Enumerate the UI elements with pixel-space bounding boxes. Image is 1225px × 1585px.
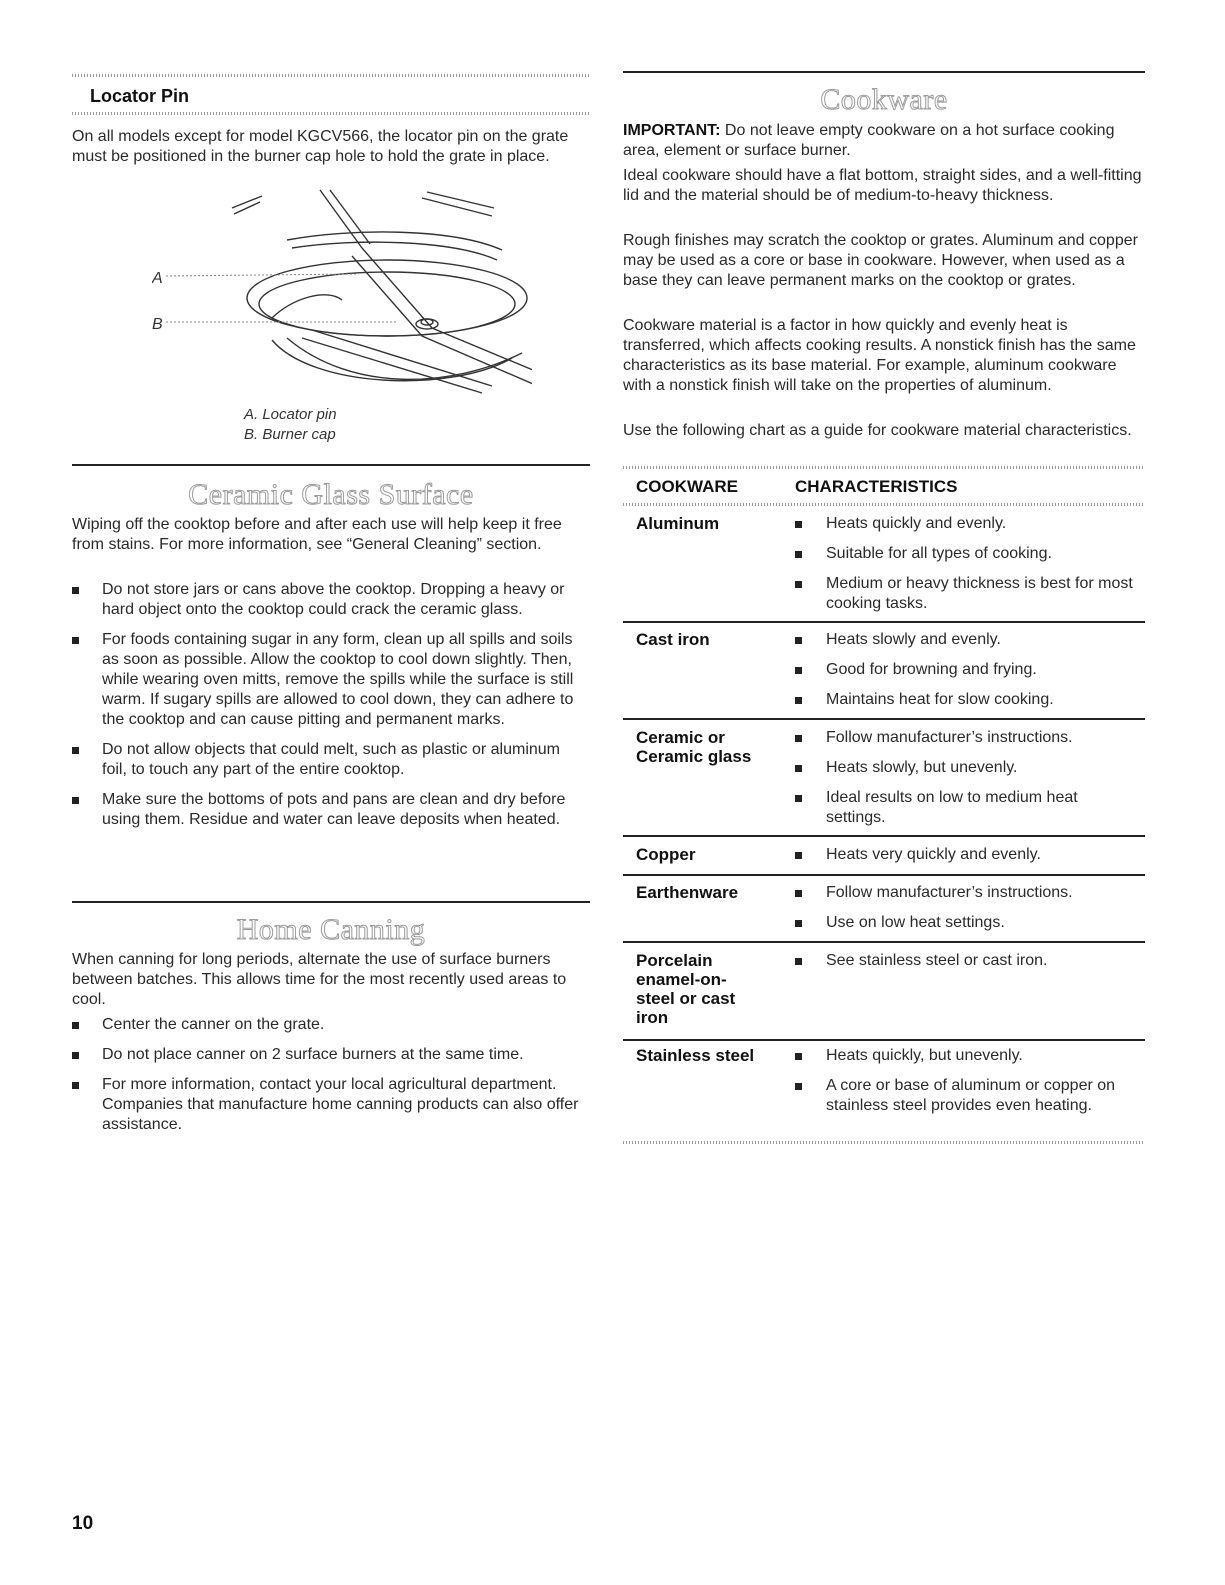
list-item: Maintains heat for slow cooking. [791, 690, 1141, 710]
cookware-name: Aluminum [636, 514, 720, 533]
callout-label-a: A [152, 270, 163, 287]
list-item: Follow manufacturer’s instructions. [791, 728, 1141, 748]
list-item: Ideal results on low to medium heat settings. [791, 788, 1141, 828]
table-top-rule [623, 466, 1145, 469]
locator-pin-text: On all models except for model KGCV566, the locator pin on the grate must be positioned in the burner cap hole to hold the grate in place. [72, 128, 569, 165]
list-item: Heats slowly, but unevenly. [791, 758, 1141, 778]
list-item: Medium or heavy thickness is best for most cooking tasks. [791, 574, 1141, 614]
characteristics-list [791, 1046, 1141, 1126]
divider [72, 464, 590, 466]
list-item: For more information, contact your local agricultural department. Companies that manufacture home canning products can also offer assistance. [72, 1075, 587, 1135]
cookware-title: Cookware [820, 83, 948, 116]
list-item: Do not place canner on 2 surface burners at the same time. [72, 1045, 587, 1065]
characteristics-list [791, 951, 1141, 981]
row-divider [623, 941, 1145, 943]
important-label: IMPORTANT: [623, 122, 721, 139]
list-item: Use on low heat settings. [791, 913, 1141, 933]
cookware-name: Cast iron [636, 630, 710, 649]
home-canning-title: Home Canning [236, 913, 426, 946]
locator-pin-illustration [152, 188, 532, 404]
table-header-rule [623, 503, 1145, 506]
cookware-name: Porcelain enamel-on-steel or cast iron [636, 951, 736, 1027]
list-item: For foods containing sugar in any form, clean up all spills and soils as soon as possible. Allow the cooktop to cool down slightly. Then, while wearing oven mitts, remove the spills while the surface is still warm. If sugary spills are allowed to cool down, they can adhere to the cooktop and can cause pitting and permanent marks. [72, 630, 587, 730]
ceramic-bullet-list [72, 580, 587, 840]
list-item: See stainless steel or cast iron. [791, 951, 1141, 971]
list-item: Do not store jars or cans above the cooktop. Dropping a heavy or hard object onto the cooktop could crack the ceramic glass. [72, 580, 587, 620]
ceramic-glass-title: Ceramic Glass Surface [188, 478, 474, 511]
caption-locator-pin: A. Locator pin [244, 406, 337, 423]
cookware-name: Copper [636, 845, 696, 864]
canning-intro: When canning for long periods, alternate the use of surface burners between batches. This allows time for the most recently used areas to cool. [72, 951, 567, 1008]
divider [72, 112, 590, 115]
list-item: Heats quickly, but unevenly. [791, 1046, 1141, 1066]
row-divider [623, 621, 1145, 623]
ceramic-intro: Wiping off the cooktop before and after each use will help keep it free from stains. For more information, see “General Cleaning” section. [72, 516, 562, 553]
important-text: Do not leave empty cookware on a hot surface cooking area, element or surface burner. [623, 122, 1115, 159]
list-item: A core or base of aluminum or copper on stainless steel provides even heating. [791, 1076, 1141, 1116]
list-item: Heats very quickly and evenly. [791, 845, 1141, 865]
cookware-name: Earthenware [636, 883, 739, 902]
table-bottom-rule [623, 1141, 1145, 1144]
cookware-para-4: Use the following chart as a guide for cookware material characteristics. [623, 422, 1132, 439]
cookware-name: Ceramic or Ceramic glass [636, 728, 752, 766]
locator-pin-heading: Locator Pin [90, 86, 190, 106]
row-divider [623, 1039, 1145, 1041]
table-header-cookware: COOKWARE [636, 477, 738, 496]
characteristics-list [791, 514, 1141, 624]
table-header-characteristics: CHARACTERISTICS [795, 477, 958, 496]
caption-burner-cap: B. Burner cap [244, 426, 336, 443]
divider [72, 901, 590, 903]
row-divider [623, 874, 1145, 876]
characteristics-list [791, 883, 1141, 943]
cookware-para-3: Cookware material is a factor in how quickly and evenly heat is transferred, which affects cooking results. A nonstick finish has the same characteristics as its base material. For example, aluminum cookware with a nonstick finish will take on the properties of aluminum. [623, 317, 1136, 394]
list-item: Heats slowly and evenly. [791, 630, 1141, 650]
row-divider [623, 835, 1145, 837]
cookware-important [623, 121, 1143, 161]
list-item: Make sure the bottoms of pots and pans are clean and dry before using them. Residue and water can leave deposits when heated. [72, 790, 587, 830]
characteristics-list [791, 845, 1141, 875]
cookware-para-2: Rough finishes may scratch the cooktop or grates. Aluminum and copper may be used as a core or base in cookware. However, when used as a base they can leave permanent marks on the cooktop or grates. [623, 232, 1138, 289]
list-item: Center the canner on the grate. [72, 1015, 587, 1035]
list-item: Follow manufacturer’s instructions. [791, 883, 1141, 903]
cookware-name: Stainless steel [636, 1046, 755, 1065]
list-item: Good for browning and frying. [791, 660, 1141, 680]
page-number: 10 [72, 1513, 94, 1534]
cookware-para-1: Ideal cookware should have a flat bottom, straight sides, and a well-fitting lid and the material should be of medium-to-heavy thickness. [623, 167, 1142, 204]
divider [623, 71, 1145, 73]
list-item: Suitable for all types of cooking. [791, 544, 1141, 564]
row-divider [623, 718, 1145, 720]
canning-bullet-list [72, 1015, 587, 1145]
characteristics-list [791, 630, 1141, 720]
divider [72, 74, 590, 77]
list-item: Do not allow objects that could melt, such as plastic or aluminum foil, to touch any part of the entire cooktop. [72, 740, 587, 780]
callout-label-b: B [152, 316, 163, 333]
list-item: Heats quickly and evenly. [791, 514, 1141, 534]
characteristics-list [791, 728, 1141, 838]
